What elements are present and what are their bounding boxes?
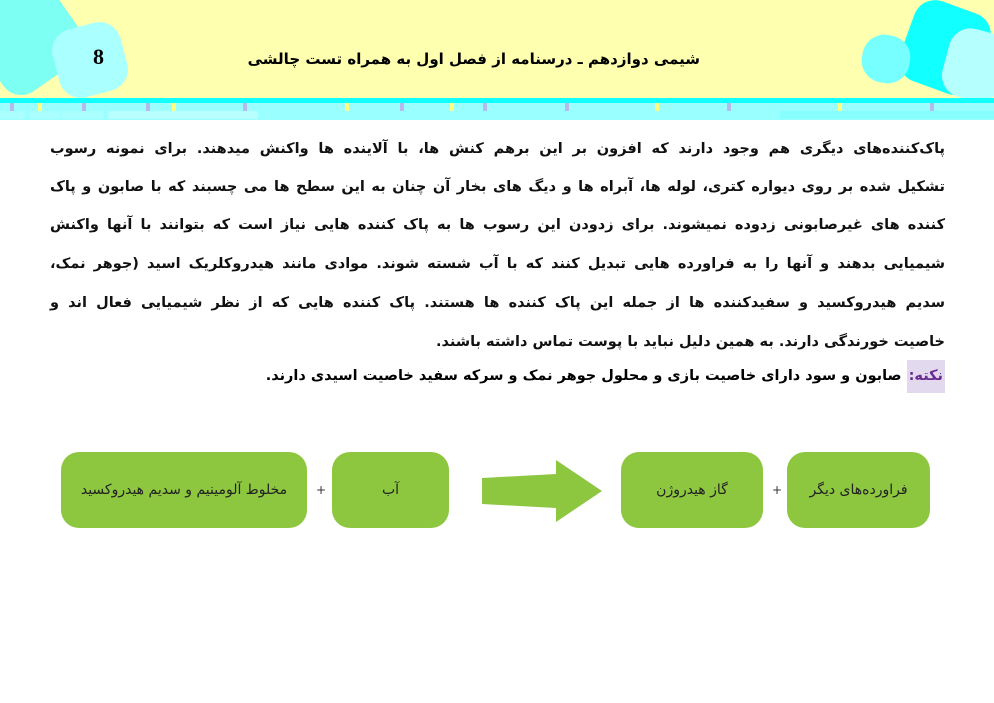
header-decorative-stripe (0, 98, 994, 120)
paragraph-line: سدیم هیدروکسید و سفیدکننده ها از جمله این پاک کننده ها هستند. پاک کننده هایی که از نظر شیمیایی فعال اند و (50, 295, 945, 311)
product-box-other: فراورده‌های دیگر (787, 452, 930, 528)
reactant-box-water: آب (332, 452, 449, 528)
note (266, 368, 945, 384)
paragraph-line: کننده های غیرصابونی زدوده نمیشوند. برای زدودن این رسوب ها به پاک کننده هایی نیاز است که بتوانند با آنها واکنش (50, 217, 945, 233)
plus-sign: + (772, 483, 783, 497)
reactant-box-mixture: مخلوط آلومینیم و سدیم هیدروکسید (61, 452, 307, 528)
page-number: 8 (93, 44, 104, 69)
paragraph-line: خاصیت خورندگی دارند. به همین دلیل نباید با پوست تماس داشته باشند. (436, 334, 945, 350)
product-box-hydrogen: گاز هیدروژن (621, 452, 763, 528)
note-label: نکته: (907, 360, 945, 393)
paragraph-line: تشکیل شده بر روی دیواره کتری، لوله ها، آبراه ها و دیگ های بخار آن چنان به این سطح ها می چسبند که با صابون و پاک (50, 179, 945, 195)
arrow-right-icon (482, 460, 604, 522)
note-text: صابون و سود دارای خاصیت بازی و محلول جوهر نمک و سرکه سفید خاصیت اسیدی دارند. (265, 368, 907, 384)
page-header (0, 0, 994, 98)
paragraph-line: شیمیایی بدهند و آنها را به فراورده هایی تبدیل کنند که با آب شسته شوند. موادی مانند هیدروکلریک اسید (جوهر نمک، (50, 256, 945, 272)
paragraph-line: پاک‌کننده‌های دیگری هم وجود دارند که افزون بر این برهم کنش ها، با آلاینده ها واکنش میدهند. برای نمونه رسوب (50, 141, 945, 157)
plus-sign: + (316, 483, 327, 497)
page-title: شیمی دوازدهم ـ درسنامه از فصل اول به همراه تست چالشی (247, 50, 700, 68)
